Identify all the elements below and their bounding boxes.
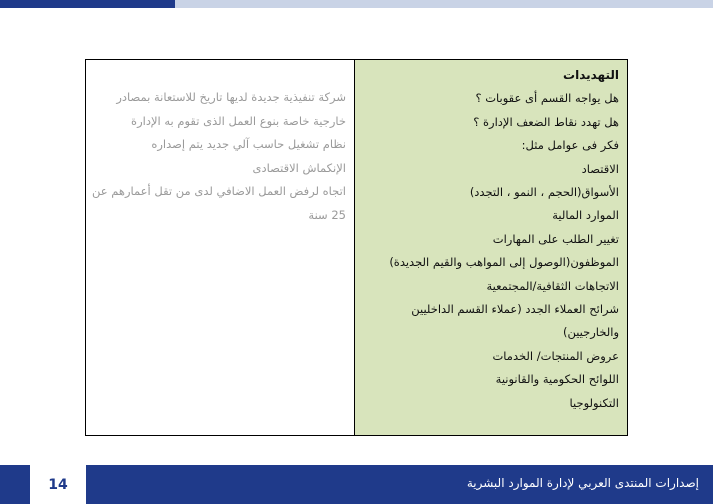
note-line: 25 سنة [308, 207, 346, 222]
threat-line: الموارد المالية [552, 208, 619, 223]
header-accent-bar [0, 0, 175, 8]
threat-line: اللوائح الحكومية والقانونية [495, 372, 619, 387]
header-light-bar [175, 0, 713, 8]
threat-line: هل تهدد نقاط الضعف الإدارة ؟ [473, 114, 619, 129]
threats-heading: التهديدات [563, 68, 619, 82]
threat-line: والخارجيين) [562, 325, 619, 340]
threats-column [355, 60, 627, 435]
notes-column [86, 60, 355, 435]
note-line: نظام تشغيل حاسب آلي جديد يتم إصداره [151, 137, 346, 151]
page-number: 14 [48, 476, 68, 493]
threats-table [85, 59, 628, 436]
threat-line: الأسواق(الحجم ، النمو ، التجدد) [469, 185, 619, 200]
footer-title: إصدارات المنتدى العربي لإدارة الموارد البشرية [466, 476, 699, 490]
note-line: خارجية خاصة بنوع العمل الذى تقوم به الإدارة [131, 113, 346, 128]
threat-line: تغيير الطلب على المهارات [492, 231, 619, 246]
threat-line: عروض المنتجات/ الخدمات [492, 348, 619, 363]
threat-line: هل يواجه القسم أى عقوبات ؟ [475, 91, 619, 106]
note-line: شركة تنفيذية جديدة لديها تاريخ للاستعانة بمصادر [116, 90, 346, 104]
threat-line: فكر فى عوامل مثل: [521, 138, 619, 153]
note-line: اتجاه لرفض العمل الاضافي لدى من تقل أعمارهم عن [91, 184, 346, 198]
threat-line: شرائح العملاء الجدد (عملاء القسم الداخليين [411, 302, 619, 317]
threat-line: الموظفون(الوصول إلى المواهب والقيم الجديدة) [389, 255, 619, 270]
threat-line: التكنولوجيا [569, 395, 619, 410]
threat-line: الاقتصاد [581, 161, 619, 176]
note-line: الإنكماش الاقتصادى [252, 160, 346, 175]
threat-line: الاتجاهات الثقافية/المجتمعية [486, 278, 619, 293]
page-number-box [30, 465, 86, 504]
